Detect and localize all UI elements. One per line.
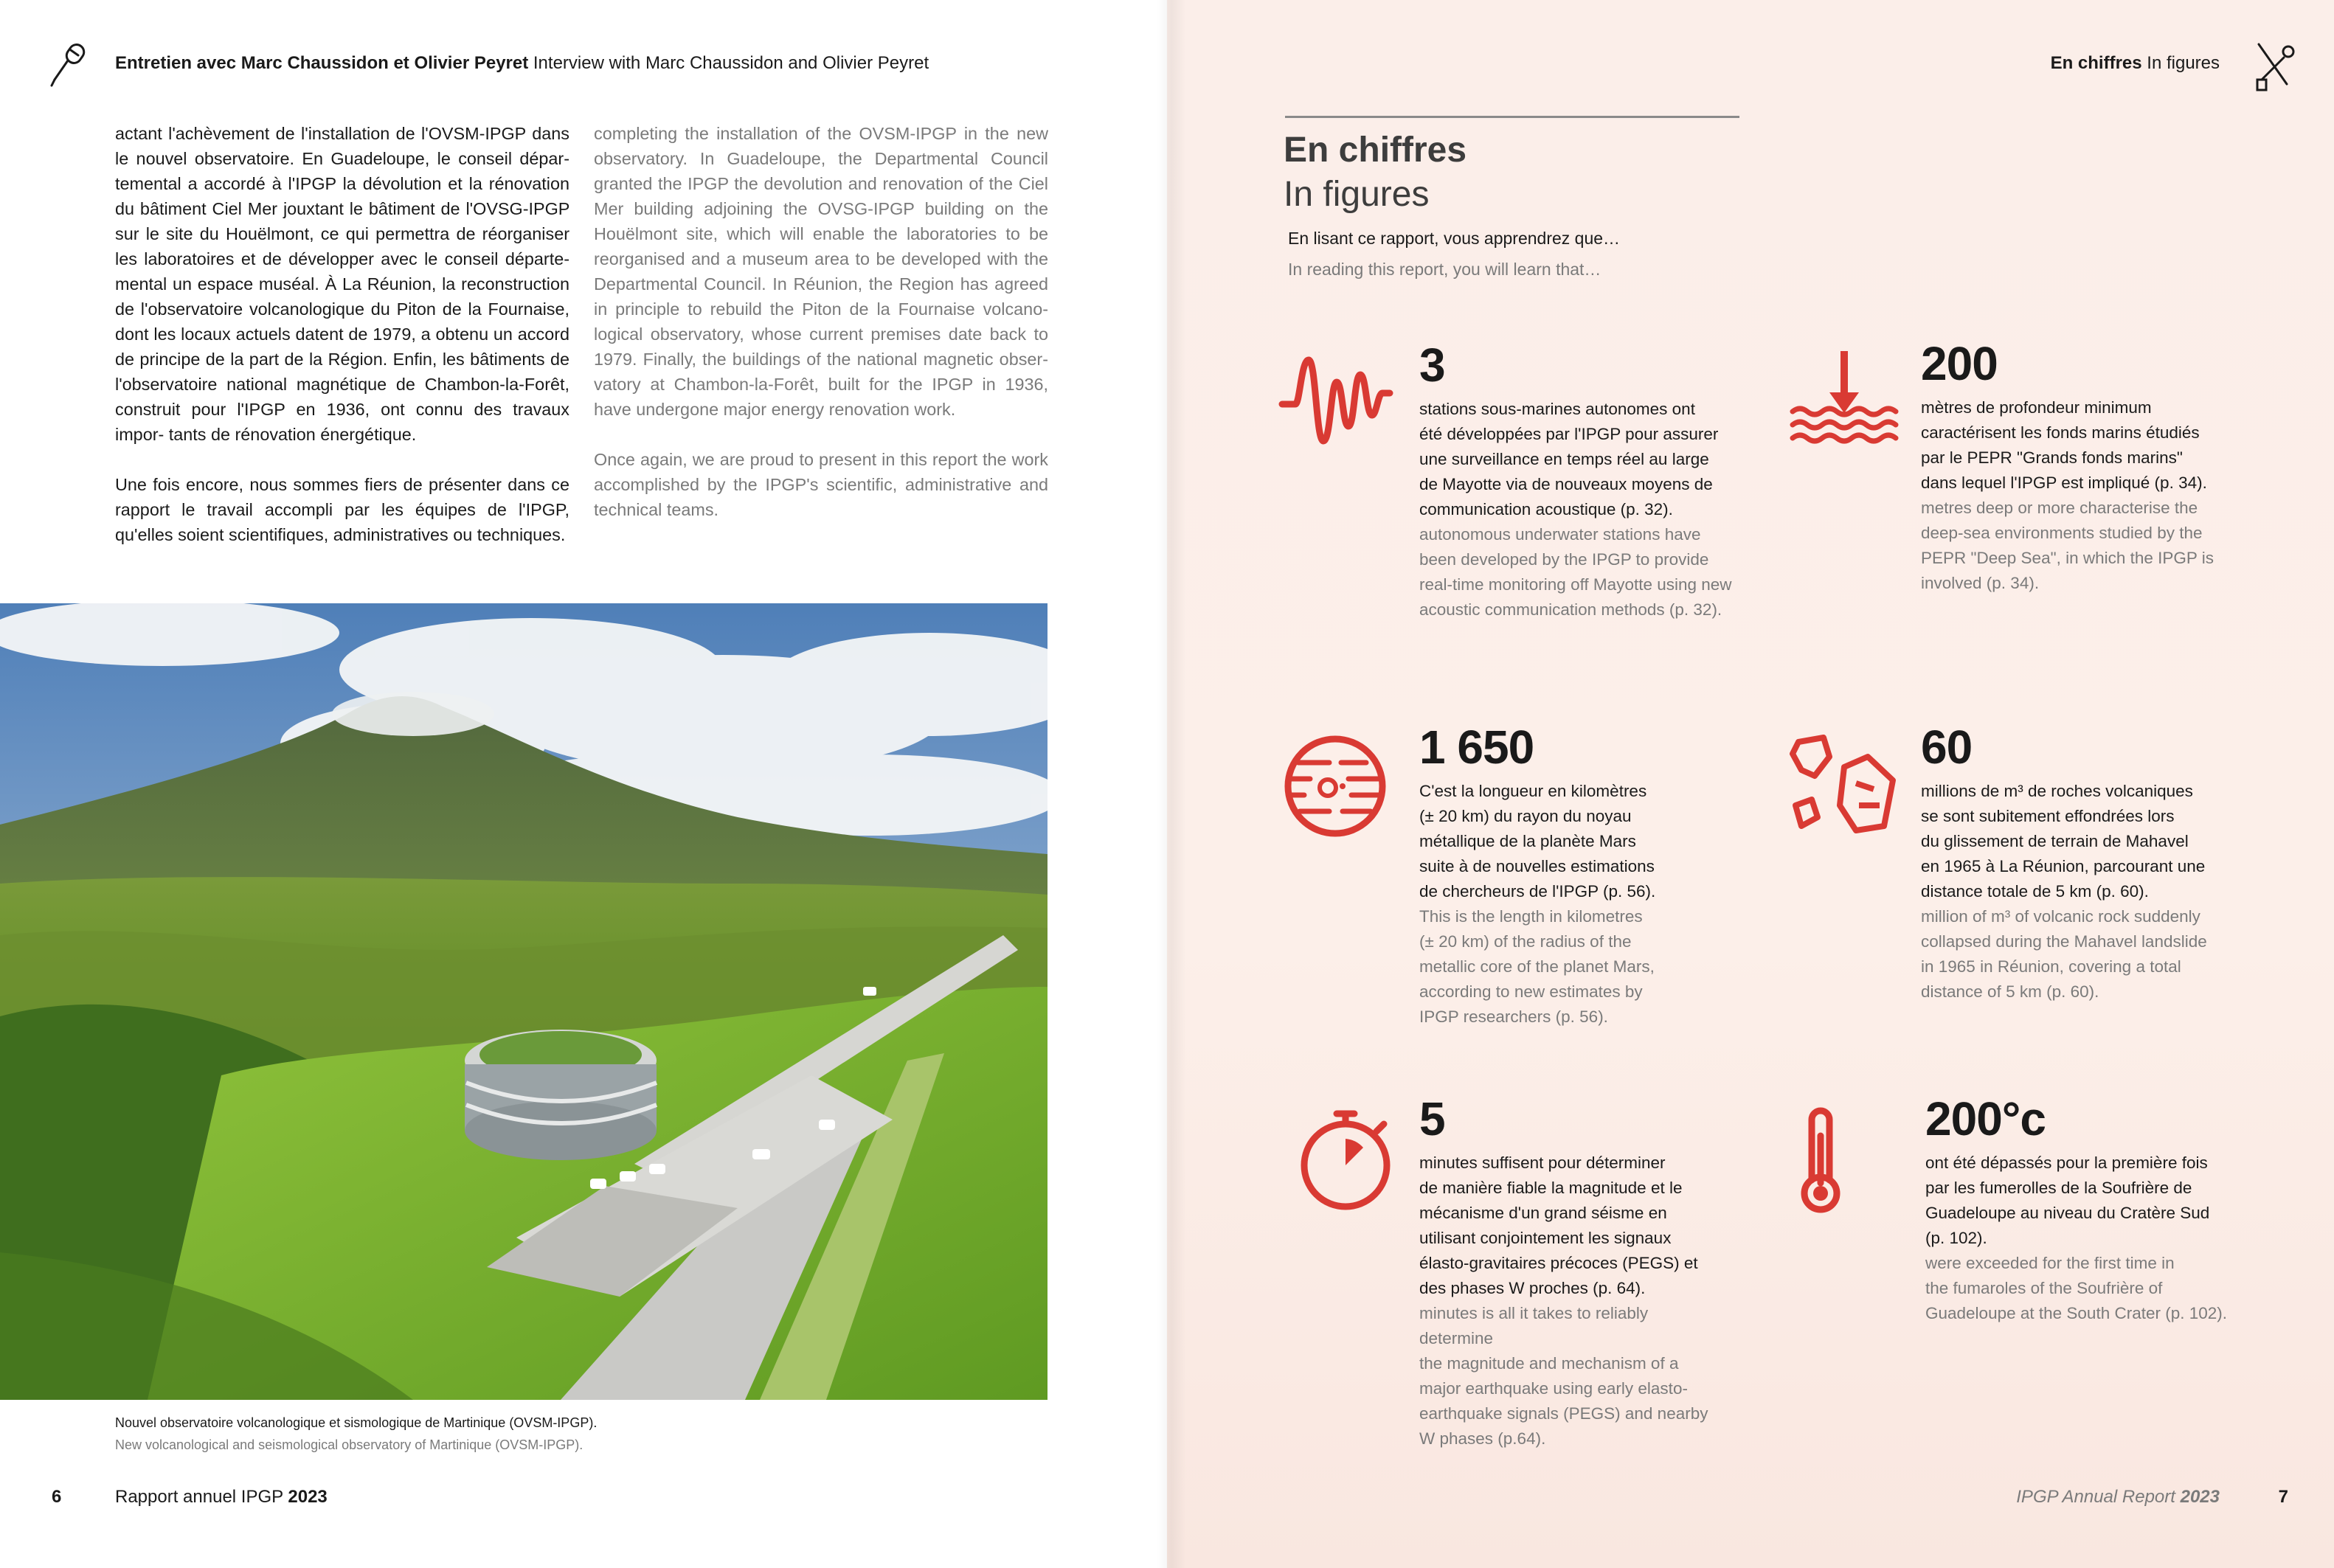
thermometer-icon [1785, 1106, 1903, 1217]
stopwatch-icon [1278, 1106, 1396, 1217]
depth-arrow-waves-icon [1785, 351, 1903, 447]
fr-paragraph-2: Une fois encore, nous sommes fiers de présenter dans ce rapport le travail accompli par les équipes de l'IPGP, qu'elles soient scientifiques, administratives ou techniques. [115, 475, 570, 544]
header-bold: Entretien avec Marc Chaussidon et Olivier Peyret [115, 53, 529, 73]
figure-text [1921, 395, 2231, 596]
fr-paragraph-1: actant l'achèvement de l'installation de l'OVSM-IPGP dans le nouvel observatoire. En Guadeloupe, le conseil dépar- temental a accordé à l'IPGP la dévolution et la rénovation du bâtiment Ciel Mer jouxtant le bâtiment de l'OVSG-IPGP sur le site du Houëlmont, ce qui permettra de réorganiser les laboratoires et de développer avec le conseil départe- mental un espace muséal. À La Réunion, la reconstruction de l'observatoire volcanologique du Piton de la Fournaise, dont les locaux actuels datent de 1979, a obtenu un accord de principe de la part de la Région. Enfin, les bâtiments de l'observatoire national magnétique de Chambon-la-Forêt, construit pour l'IPGP en 1936, ont connu des travaux impor- tants de rénovation énergétique. [115, 124, 569, 444]
right-page [1167, 0, 2334, 1568]
figure-text-english: metres deep or more characterise the deep-sea environments studied by the PEPR "Deep Sea", in which the IPGP is involved (p. 34). [1921, 499, 2214, 592]
figure-text [1419, 397, 1744, 622]
figure-text [1419, 779, 1714, 1030]
page-fold-shadow [1157, 0, 1186, 1568]
figure-text-french: C'est la longueur en kilomètres (± 20 km) du rayon du noyau métallique de la planète Mars suite à de nouvelles estimations de chercheurs de l'IPGP (p. 56). [1419, 782, 1656, 901]
figure-number: 200 [1921, 337, 1998, 390]
figure-number: 60 [1921, 721, 1973, 774]
figure-number: 200°c [1925, 1092, 2046, 1145]
figure-number: 3 [1419, 339, 1445, 392]
folio-title-left: Rapport annuel IPGP 2023 [115, 1487, 328, 1507]
header-regular: Interview with Marc Chaussidon and Olivier Peyret [533, 53, 929, 73]
figure-text-french: mètres de profondeur minimum caractérisent les fonds marins étudiés par le PEPR "Grands fonds marins" dans lequel l'IPGP est impliqué (p. 34). [1921, 398, 2207, 492]
figure-number: 5 [1419, 1092, 1445, 1145]
intro-english: In reading this report, you will learn that… [1288, 260, 1601, 279]
title-rule [1285, 116, 1739, 118]
figure-text [1419, 1151, 1714, 1451]
folio-title-right: IPGP Annual Report 2023 [2016, 1487, 2220, 1507]
observatory-photo [0, 603, 1047, 1400]
volcanic-rocks-icon [1785, 735, 1903, 845]
page-number-left: 6 [52, 1487, 62, 1507]
en-paragraph-1: completing the installation of the OVSM-IPGP in the new observatory. In Guadeloupe, the Departmental Council granted the IPGP the devolution and renovation of the Ciel Mer building adjoining the OVSG-IPGP building on the Houëlmont site, which will enable the laboratories to be reorganised and a museum area to be developed with the Departmental Council. In Réunion, the Region has agreed in principle to rebuild the Piton de la Fournaise volcano- logical observatory, whose current premises date back to 1979. Finally, the buildings of the national magnetic obser- vatory at Chambon-la-Forêt, built for the IPGP in 1936, have undergone major energy renovation work. [594, 124, 1048, 419]
sound-wave-icon [1278, 353, 1396, 448]
figure-text-french: minutes suffisent pour déterminer de manière fiable la magnitude et le mécanisme d'un grand séisme en utilisant conjointement les signaux élasto-gravitaires précoces (PEGS) et des phases W proches (p. 64). [1419, 1154, 1698, 1297]
figure-text-english: autonomous underwater stations have been developed by the IPGP to provide real-time monitoring off Mayotte using new acoustic communication methods (p. 32). [1419, 525, 1732, 619]
figure-text-english: This is the length in kilometres (± 20 km) of the radius of the metallic core of the planet Mars, according to new estimates by IPGP researchers (p. 56). [1419, 907, 1655, 1026]
figure-text [1921, 779, 2260, 1005]
left-running-header [115, 53, 929, 74]
figure-text-french: millions de m³ de roches volcaniques se sont subitement effondrées lors du glissement de terrain de Mahavel en 1965 à La Réunion, parcourant une distance totale de 5 km (p. 60). [1921, 782, 2206, 901]
header-bold: En chiffres [2050, 53, 2142, 73]
figure-text-english: million of m³ of volcanic rock suddenly collapsed during the Mahavel landslide in 1965 in Réunion, covering a total distance of 5 km (p. 60). [1921, 907, 2207, 1001]
microphone-icon [49, 43, 89, 89]
intro-french: En lisant ce rapport, vous apprendrez que… [1288, 229, 1621, 248]
en-paragraph-2: Once again, we are proud to present in this report the work accomplished by the IPGP's scientific, administrative and technical teams. [594, 450, 1048, 519]
photo-caption-french: Nouvel observatoire volcanologique et sismologique de Martinique (OVSM-IPGP). [115, 1415, 598, 1430]
figure-text [1925, 1151, 2250, 1326]
page-number-right: 7 [2278, 1487, 2288, 1507]
tools-icon [2254, 41, 2296, 93]
figure-text-english: were exceeded for the first time in the fumaroles of the Soufrière of Guadeloupe at the South Crater (p. 102). [1925, 1254, 2228, 1322]
right-running-header [2051, 53, 2220, 74]
section-title-english: In figures [1284, 175, 1430, 214]
body-column-french [115, 121, 569, 572]
figure-number: 1 650 [1419, 721, 1534, 774]
photo-caption-english: New volcanological and seismological observatory of Martinique (OVSM-IPGP). [115, 1437, 584, 1452]
figure-text-french: stations sous-marines autonomes ont été développées par l'IPGP pour assurer une surveillance en temps réel au large de Mayotte via de nouveaux moyens de communication acoustique (p. 32). [1419, 400, 1719, 518]
planet-mars-icon [1278, 735, 1396, 845]
header-regular: In figures [2147, 53, 2220, 73]
figure-text-english: minutes is all it takes to reliably determine the magnitude and mechanism of a major earthquake using early elasto- earthquake signals (PEGS) and nearby W phases (p.64). [1419, 1304, 1708, 1448]
section-title-french: En chiffres [1284, 131, 1467, 170]
body-column-english [594, 121, 1048, 547]
figure-text-french: ont été dépassés pour la première fois par les fumerolles de la Soufrière de Guadeloupe au niveau du Cratère Sud (p. 102). [1925, 1154, 2210, 1247]
